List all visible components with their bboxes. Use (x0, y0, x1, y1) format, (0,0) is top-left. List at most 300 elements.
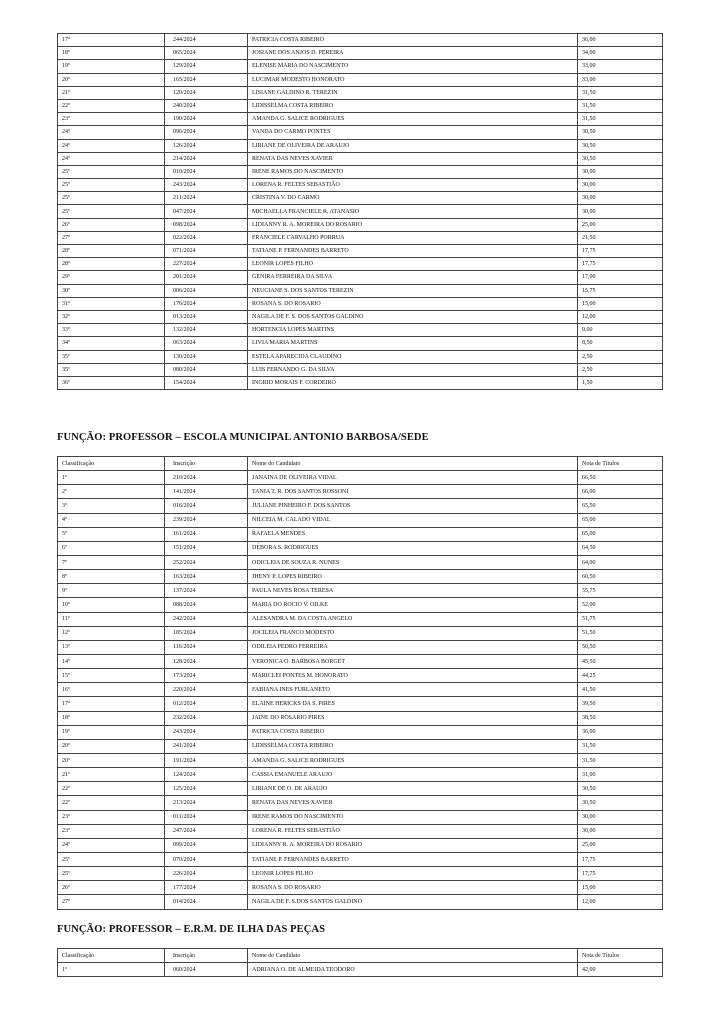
nome-cell: FABIANA INES FURLANETO (248, 683, 578, 697)
nome-cell: ODICLEIA DE SOUZA R. NUNES (248, 555, 578, 569)
table-row (58, 73, 663, 86)
inscricao-cell: 047/2024 (165, 205, 248, 218)
classificacao-cell: 1º (58, 471, 165, 485)
nome-cell: AMANDA G. SALICE RODRIGUES (248, 113, 578, 126)
nota-cell: 30,00 (578, 824, 663, 838)
nota-cell: 17,75 (578, 245, 663, 258)
classificacao-cell: 25º (58, 205, 165, 218)
nota-cell: 34,00 (578, 47, 663, 60)
table-row (58, 570, 663, 584)
ranking-table-ilha-das-pecas (57, 948, 663, 977)
classificacao-cell: 34º (58, 337, 165, 350)
nota-cell: 65,00 (578, 513, 663, 527)
nome-cell: IRENE RAMOS DO NASCIMENTO (248, 810, 578, 824)
nome-cell: RENATA DAS NEVES XAVIER (248, 796, 578, 810)
nome-cell: MARIA DO ROCIO V. OILKE (248, 598, 578, 612)
inscricao-cell: 177/2024 (165, 881, 248, 895)
nota-cell: 25,00 (578, 218, 663, 231)
classificacao-cell: 35º (58, 363, 165, 376)
nota-cell: 17,00 (578, 271, 663, 284)
nome-cell: LIVIA MARIA MARTINS (248, 337, 578, 350)
classificacao-cell: 25º (58, 867, 165, 881)
nota-cell: 25,00 (578, 838, 663, 852)
table-header (58, 949, 663, 963)
ranking-table-body (58, 963, 663, 977)
inscricao-cell: 239/2024 (165, 513, 248, 527)
nota-cell: 15,75 (578, 284, 663, 297)
inscricao-cell: 088/2024 (165, 598, 248, 612)
classificacao-cell: 29º (58, 271, 165, 284)
nome-cell: TANIA T. R. DOS SANTOS ROSSONI (248, 485, 578, 499)
header-nota: Nota de Títulos (578, 949, 663, 963)
table-row (58, 867, 663, 881)
header-nome: Nome do Candidato (248, 949, 578, 963)
inscricao-cell: 011/2024 (165, 810, 248, 824)
table-row (58, 165, 663, 178)
inscricao-cell: 099/2024 (165, 838, 248, 852)
table-row (58, 499, 663, 513)
nome-cell: ODILEIA PEDRO FERREIRA (248, 640, 578, 654)
header-nota: Nota de Títulos (578, 457, 663, 471)
table-row (58, 152, 663, 165)
nota-cell: 2,50 (578, 350, 663, 363)
table-row (58, 258, 663, 271)
nota-cell: 33,00 (578, 73, 663, 86)
inscricao-cell: 070/2024 (165, 852, 248, 866)
classificacao-cell: 17º (58, 34, 165, 47)
table-row (58, 86, 663, 99)
inscricao-cell: 243/2024 (165, 179, 248, 192)
inscricao-cell: 116/2024 (165, 640, 248, 654)
nota-cell: 41,50 (578, 683, 663, 697)
inscricao-cell: 013/2024 (165, 310, 248, 323)
classificacao-cell: 26º (58, 218, 165, 231)
inscricao-cell: 016/2024 (165, 499, 248, 513)
classificacao-cell: 15º (58, 669, 165, 683)
section-title-erm-ilha-das-pecas: FUNÇÃO: PROFESSOR – E.R.M. DE ILHA DAS PEÇAS (57, 924, 326, 935)
nome-cell: ALESANDRA M. DA COSTA ANGELO (248, 612, 578, 626)
nota-cell: 30,00 (578, 192, 663, 205)
nome-cell: ESTELA APARECIDA CLAUDINO (248, 350, 578, 363)
inscricao-cell: 151/2024 (165, 541, 248, 555)
nota-cell: 12,00 (578, 895, 663, 909)
nota-cell: 36,00 (578, 34, 663, 47)
classificacao-cell: 4º (58, 513, 165, 527)
nota-cell: 60,50 (578, 570, 663, 584)
classificacao-cell: 24º (58, 139, 165, 152)
nota-cell: 30,50 (578, 782, 663, 796)
nome-cell: LUIS FERNANDO G. DA SILVA (248, 363, 578, 376)
nome-cell: CRISTINA V. DO CARMO (248, 192, 578, 205)
classificacao-cell: 9º (58, 584, 165, 598)
table-row (58, 768, 663, 782)
table-row (58, 513, 663, 527)
table-row (58, 324, 663, 337)
table-row (58, 555, 663, 569)
nota-cell: 31,50 (578, 99, 663, 112)
nota-cell: 66,50 (578, 471, 663, 485)
table-row (58, 796, 663, 810)
table-row (58, 711, 663, 725)
nome-cell: DÉBORA S. RODRIGUES (248, 541, 578, 555)
header-row (58, 949, 663, 963)
table-row (58, 34, 663, 47)
classificacao-cell: 6º (58, 541, 165, 555)
inscricao-cell: 242/2024 (165, 612, 248, 626)
table-row (58, 963, 663, 977)
inscricao-cell: 141/2024 (165, 485, 248, 499)
nota-cell: 30,00 (578, 205, 663, 218)
nome-cell: LUCIMAR MODESTO HONORATO (248, 73, 578, 86)
header-inscricao: Inscrição (165, 949, 248, 963)
header-classificacao: Classificação (58, 457, 165, 471)
inscricao-cell: 124/2024 (165, 768, 248, 782)
inscricao-cell: 137/2024 (165, 584, 248, 598)
table-row (58, 852, 663, 866)
ranking-table-body (58, 34, 663, 390)
classificacao-cell: 20º (58, 739, 165, 753)
classificacao-cell: 19º (58, 60, 165, 73)
nota-cell: 2,50 (578, 363, 663, 376)
table-row (58, 485, 663, 499)
classificacao-cell: 28º (58, 258, 165, 271)
inscricao-cell: 098/2024 (165, 218, 248, 231)
table-header (58, 457, 663, 471)
nota-cell: 38,50 (578, 711, 663, 725)
inscricao-cell: 190/2024 (165, 113, 248, 126)
inscricao-cell: 063/2024 (165, 337, 248, 350)
classificacao-cell: 17º (58, 697, 165, 711)
nome-cell: LEONIR LOPES FILHO (248, 867, 578, 881)
inscricao-cell: 132/2024 (165, 324, 248, 337)
classificacao-cell: 30º (58, 284, 165, 297)
nota-cell: 31,50 (578, 86, 663, 99)
table-row (58, 126, 663, 139)
inscricao-cell: 252/2024 (165, 555, 248, 569)
table-row (58, 598, 663, 612)
nota-cell: 30,00 (578, 810, 663, 824)
nome-cell: JOSIANE DOS ANJOS D. PEREIRA (248, 47, 578, 60)
nome-cell: FRANCIELE CARVALHO PORRUA (248, 231, 578, 244)
inscricao-cell: 201/2024 (165, 271, 248, 284)
inscricao-cell: 065/2024 (165, 47, 248, 60)
inscricao-cell: 071/2024 (165, 245, 248, 258)
nota-cell: 15,00 (578, 297, 663, 310)
nome-cell: VANDA DO CARMO PONTES (248, 126, 578, 139)
classificacao-cell: 24º (58, 838, 165, 852)
table-row (58, 527, 663, 541)
inscricao-cell: 210/2024 (165, 471, 248, 485)
nota-cell: 31,50 (578, 113, 663, 126)
classificacao-cell: 21º (58, 86, 165, 99)
nome-cell: ROSANA S. DO ROSARIO (248, 297, 578, 310)
table-row (58, 245, 663, 258)
nome-cell: NILCEIA M. CALADO VIDAL (248, 513, 578, 527)
header-row (58, 457, 663, 471)
nota-cell: 64,50 (578, 541, 663, 555)
nome-cell: JHENY P. LOPES RIBEIRO (248, 570, 578, 584)
nota-cell: 33,00 (578, 60, 663, 73)
nota-cell: 51,75 (578, 612, 663, 626)
classificacao-cell: 20º (58, 73, 165, 86)
table-row (58, 669, 663, 683)
classificacao-cell: 14º (58, 654, 165, 668)
inscricao-cell: 022/2024 (165, 231, 248, 244)
classificacao-cell: 18º (58, 711, 165, 725)
inscricao-cell: 014/2024 (165, 895, 248, 909)
classificacao-cell: 27º (58, 895, 165, 909)
inscricao-cell: 244/2024 (165, 34, 248, 47)
nota-cell: 30,50 (578, 139, 663, 152)
nome-cell: MICHAELLA FRANCIELE R. ATANASIO (248, 205, 578, 218)
nota-cell: 1,50 (578, 376, 663, 389)
nota-cell: 66,00 (578, 485, 663, 499)
classificacao-cell: 22º (58, 782, 165, 796)
nome-cell: LIRIANE DE OLIVEIRA DE ARAUJO (248, 139, 578, 152)
classificacao-cell: 12º (58, 626, 165, 640)
ranking-table-body (58, 471, 663, 909)
nome-cell: CASSIA EMANUELE ARAUJO (248, 768, 578, 782)
nome-cell: JULIANE PINHEIRO F. DOS SANTOS (248, 499, 578, 513)
classificacao-cell: 25º (58, 165, 165, 178)
table-row (58, 640, 663, 654)
section-title-escola-antonio-barbosa: FUNÇÃO: PROFESSOR – ESCOLA MUNICIPAL ANTONIO BARBOSA/SEDE (57, 432, 429, 443)
table-row (58, 139, 663, 152)
nome-cell: GENIRA FERREIRA DA SILVA (248, 271, 578, 284)
nome-cell: LIRIANE DE O. DE ARAUJO (248, 782, 578, 796)
nome-cell: LIDIANNY R. A. MOREIRA DO ROSARIO (248, 218, 578, 231)
nota-cell: 15,00 (578, 881, 663, 895)
ranking-table-antonio-barbosa (57, 456, 663, 910)
nome-cell: PATRICIA COSTA RIBEIRO (248, 34, 578, 47)
nome-cell: LIDISSELMA COSTA RIBEIRO (248, 99, 578, 112)
classificacao-cell: 23º (58, 810, 165, 824)
table-row (58, 297, 663, 310)
inscricao-cell: 129/2024 (165, 60, 248, 73)
inscricao-cell: 220/2024 (165, 683, 248, 697)
inscricao-cell: 226/2024 (165, 867, 248, 881)
inscricao-cell: 012/2024 (165, 697, 248, 711)
nota-cell: 64,00 (578, 555, 663, 569)
table-row (58, 725, 663, 739)
classificacao-cell: 1º (58, 963, 165, 977)
classificacao-cell: 2º (58, 485, 165, 499)
nota-cell: 8,50 (578, 337, 663, 350)
nome-cell: LEONIR LOPES FILHO (248, 258, 578, 271)
nota-cell: 12,00 (578, 310, 663, 323)
nome-cell: INGRID MORAIS F. CORDEIRO (248, 376, 578, 389)
table-row (58, 350, 663, 363)
classificacao-cell: 20º (58, 753, 165, 767)
inscricao-cell: 163/2024 (165, 570, 248, 584)
nota-cell: 31,50 (578, 739, 663, 753)
nome-cell: RENATA DAS NEVES XAVIER (248, 152, 578, 165)
table-row (58, 810, 663, 824)
inscricao-cell: 232/2024 (165, 711, 248, 725)
nota-cell: 36,00 (578, 725, 663, 739)
classificacao-cell: 35º (58, 350, 165, 363)
classificacao-cell: 32º (58, 310, 165, 323)
table-row (58, 205, 663, 218)
nota-cell: 39,50 (578, 697, 663, 711)
classificacao-cell: 22º (58, 796, 165, 810)
nome-cell: RAFAELA MENDES (248, 527, 578, 541)
inscricao-cell: 213/2024 (165, 796, 248, 810)
classificacao-cell: 23º (58, 113, 165, 126)
nome-cell: NAGILA DE F. S.DOS SANTOS GALDINO (248, 895, 578, 909)
inscricao-cell: 240/2024 (165, 99, 248, 112)
table-row (58, 337, 663, 350)
nome-cell: VERONICA O. BARBOSA BORGET (248, 654, 578, 668)
table-row (58, 824, 663, 838)
inscricao-cell: 241/2024 (165, 739, 248, 753)
table-row (58, 753, 663, 767)
nome-cell: LIDIANNY R. A. MOREIRA DO ROSARIO (248, 838, 578, 852)
nome-cell: LIDISSELMA COSTA RIBEIRO (248, 739, 578, 753)
nome-cell: TATIANE P. FERNANDES BARRETO (248, 245, 578, 258)
nome-cell: NEUCIANE S. DOS SANTOS TEREZIN (248, 284, 578, 297)
classificacao-cell: 10º (58, 598, 165, 612)
table-row (58, 838, 663, 852)
table-row (58, 782, 663, 796)
classificacao-cell: 24º (58, 126, 165, 139)
inscricao-cell: 247/2024 (165, 824, 248, 838)
nome-cell: PAULA NEVES ROSA TERESA (248, 584, 578, 598)
nota-cell: 65,50 (578, 499, 663, 513)
table-row (58, 612, 663, 626)
classificacao-cell: 22º (58, 99, 165, 112)
nota-cell: 50,50 (578, 640, 663, 654)
nome-cell: LORENA R. FELTES SEBASTIÃO (248, 179, 578, 192)
table-row (58, 683, 663, 697)
nome-cell: ROSANA S. DO ROSARIO (248, 881, 578, 895)
inscricao-cell: 165/2024 (165, 73, 248, 86)
classificacao-cell: 19º (58, 725, 165, 739)
inscricao-cell: 214/2024 (165, 152, 248, 165)
inscricao-cell: 125/2024 (165, 782, 248, 796)
nota-cell: 44,25 (578, 669, 663, 683)
classificacao-cell: 27º (58, 231, 165, 244)
nome-cell: LISIANE GALDINO R. TEREZIN (248, 86, 578, 99)
nome-cell: ADRIANA O. DE ALMEIDA TEODORO (248, 963, 578, 977)
inscricao-cell: 211/2024 (165, 192, 248, 205)
table-row (58, 626, 663, 640)
table-row (58, 376, 663, 389)
table-row (58, 739, 663, 753)
classificacao-cell: 33º (58, 324, 165, 337)
inscricao-cell: 126/2024 (165, 139, 248, 152)
table-row (58, 471, 663, 485)
nota-cell: 55,75 (578, 584, 663, 598)
nome-cell: ELENISE MARIA DO NASCIMENTO (248, 60, 578, 73)
table-row (58, 310, 663, 323)
table-row (58, 895, 663, 909)
nome-cell: AMANDA G. SALICE RODRIGUES (248, 753, 578, 767)
nota-cell: 30,50 (578, 126, 663, 139)
inscricao-cell: 161/2024 (165, 527, 248, 541)
nota-cell: 65,00 (578, 527, 663, 541)
nota-cell: 45,50 (578, 654, 663, 668)
table-row (58, 363, 663, 376)
nome-cell: TATIANE P. FERNANDES BARRETO (248, 852, 578, 866)
inscricao-cell: 080/2024 (165, 363, 248, 376)
nome-cell: NAGILA DE F. S. DOS SANTOS GALDINO (248, 310, 578, 323)
classificacao-cell: 3º (58, 499, 165, 513)
table-row (58, 284, 663, 297)
nota-cell: 30,50 (578, 796, 663, 810)
nota-cell: 51,50 (578, 626, 663, 640)
inscricao-cell: 154/2024 (165, 376, 248, 389)
table-row (58, 179, 663, 192)
inscricao-cell: 096/2024 (165, 126, 248, 139)
classificacao-cell: 11º (58, 612, 165, 626)
classificacao-cell: 31º (58, 297, 165, 310)
header-nome: Nome do Candidato (248, 457, 578, 471)
inscricao-cell: 010/2024 (165, 165, 248, 178)
table-row (58, 60, 663, 73)
inscricao-cell: 060/2024 (165, 963, 248, 977)
nota-cell: 17,75 (578, 258, 663, 271)
header-inscricao: Inscrição (165, 457, 248, 471)
classificacao-cell: 13º (58, 640, 165, 654)
nome-cell: JAINE DO ROSARIO PIRES (248, 711, 578, 725)
inscricao-cell: 185/2024 (165, 626, 248, 640)
table-row (58, 881, 663, 895)
classificacao-cell: 18º (58, 47, 165, 60)
nome-cell: HORTENCIA LOPES MARTINS (248, 324, 578, 337)
nota-cell: 30,00 (578, 179, 663, 192)
table-row (58, 271, 663, 284)
table-row (58, 231, 663, 244)
classificacao-cell: 24º (58, 152, 165, 165)
table-row (58, 192, 663, 205)
nota-cell: 30,00 (578, 165, 663, 178)
nota-cell: 52,00 (578, 598, 663, 612)
nota-cell: 31,00 (578, 768, 663, 782)
classificacao-cell: 28º (58, 245, 165, 258)
inscricao-cell: 130/2024 (165, 350, 248, 363)
classificacao-cell: 25º (58, 852, 165, 866)
table-row (58, 113, 663, 126)
nome-cell: JANAINA DE OLIVEIRA VIDAL (248, 471, 578, 485)
inscricao-cell: 227/2024 (165, 258, 248, 271)
classificacao-cell: 5º (58, 527, 165, 541)
table-row (58, 584, 663, 598)
inscricao-cell: 176/2024 (165, 297, 248, 310)
header-classificacao: Classificação (58, 949, 165, 963)
table-row (58, 218, 663, 231)
nota-cell: 17,75 (578, 852, 663, 866)
nota-cell: 21,50 (578, 231, 663, 244)
inscricao-cell: 191/2024 (165, 753, 248, 767)
classificacao-cell: 26º (58, 881, 165, 895)
inscricao-cell: 243/2024 (165, 725, 248, 739)
classificacao-cell: 16º (58, 683, 165, 697)
classificacao-cell: 8º (58, 570, 165, 584)
nome-cell: ELAINE HERICKS DA S. PIRES (248, 697, 578, 711)
table-row (58, 697, 663, 711)
nota-cell: 30,50 (578, 152, 663, 165)
table-row (58, 47, 663, 60)
nota-cell: 17,75 (578, 867, 663, 881)
nome-cell: IRENE RAMOS DO NASCIMENTO (248, 165, 578, 178)
nota-cell: 42,00 (578, 963, 663, 977)
classificacao-cell: 25º (58, 192, 165, 205)
ranking-table-continued (57, 33, 663, 390)
inscricao-cell: 173/2024 (165, 669, 248, 683)
table-row (58, 654, 663, 668)
classificacao-cell: 23º (58, 824, 165, 838)
